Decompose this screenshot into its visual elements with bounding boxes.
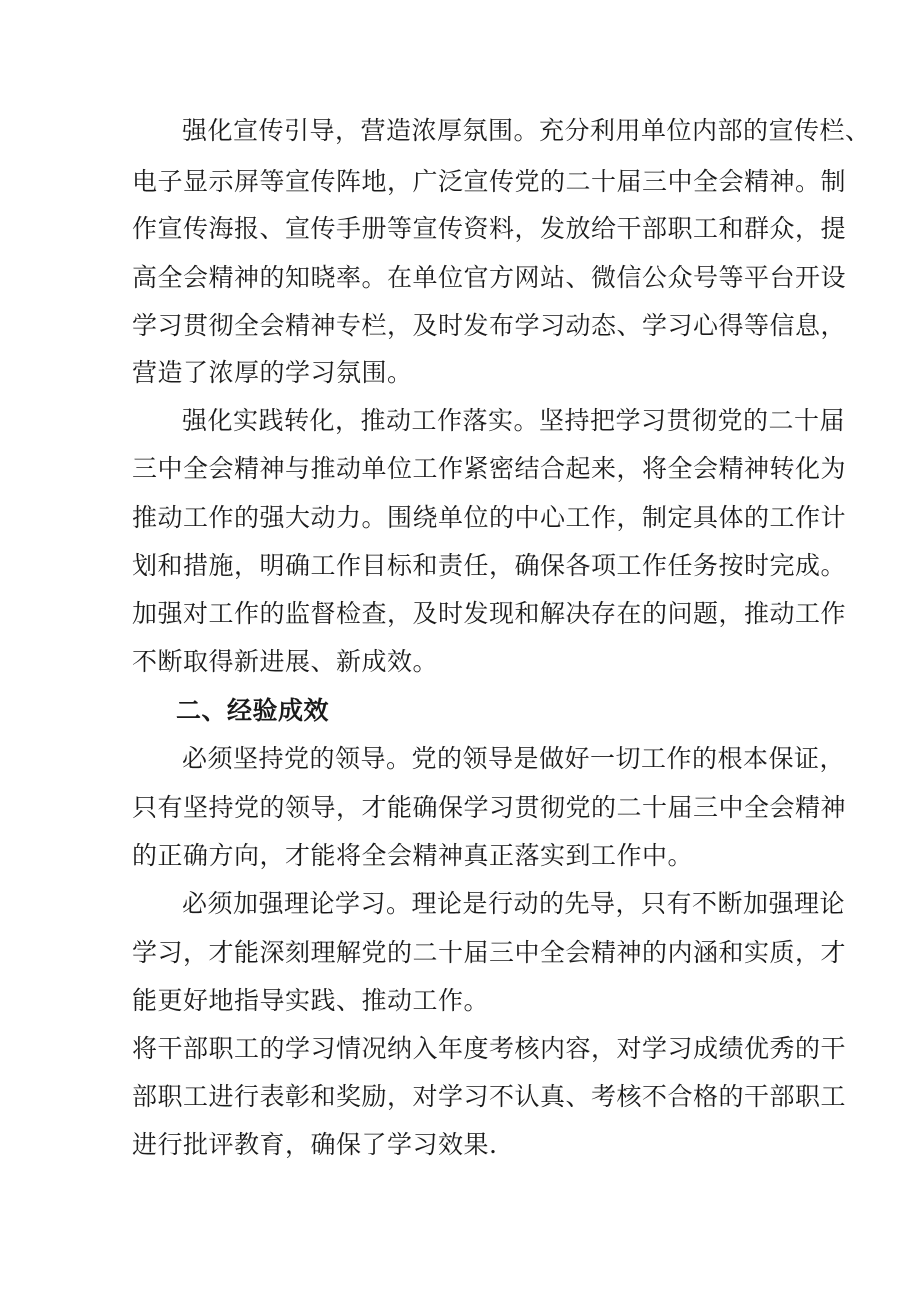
paragraph-4-line-2: 学习，才能深刻理解党的二十届三中全会精神的内涵和实质，才 [132, 938, 847, 967]
paragraph-1-line-5: 学习贯彻全会精神专栏，及时发布学习动态、学习心得等信息， [132, 311, 847, 340]
paragraph-2-line-2: 三中全会精神与推动单位工作紧密结合起来，将全会精神转化为 [132, 454, 847, 483]
paragraph-2-line-1: 强化实践转化，推动工作落实。坚持把学习贯彻党的二十届 [182, 406, 846, 435]
paragraph-1-line-3: 作宣传海报、宣传手册等宣传资料，发放给干部职工和群众，提 [132, 214, 847, 243]
paragraph-3-line-1: 必须坚持党的领导。党的领导是做好一切工作的根本保证， [182, 744, 846, 773]
paragraph-3-line-2: 只有坚持党的领导，才能确保学习贯彻党的二十届三中全会精神 [132, 793, 847, 822]
paragraph-1-line-6: 营造了浓厚的学习氛围。 [132, 358, 413, 387]
paragraph-2-line-3: 推动工作的强大动力。围绕单位的中心工作，制定具体的工作计 [132, 503, 847, 532]
paragraph-2-line-4: 划和措施，明确工作目标和责任，确保各项工作任务按时完成。 [132, 551, 847, 580]
paragraph-3-line-3: 的正确方向，才能将全会精神真正落实到工作中。 [132, 841, 694, 870]
section-heading: 二、经验成效 [176, 696, 330, 725]
paragraph-5-line-2: 部职工进行表彰和奖励，对学习不认真、考核不合格的干部职工 [132, 1082, 847, 1111]
paragraph-2-line-6: 不断取得新进展、新成效。 [132, 647, 439, 676]
paragraph-1-line-1: 强化宣传引导，营造浓厚氛围。充分利用单位内部的宣传栏、 [182, 116, 871, 145]
paragraph-5-line-3: 进行批评教育，确保了学习效果. [132, 1130, 498, 1159]
paragraph-4-line-1: 必须加强理论学习。理论是行动的先导，只有不断加强理论 [182, 889, 846, 918]
paragraph-4-line-3: 能更好地指导实践、推动工作。 [132, 986, 490, 1015]
paragraph-5-line-1: 将干部职工的学习情况纳入年度考核内容，对学习成绩优秀的干 [132, 1034, 847, 1063]
paragraph-1-line-2: 电子显示屏等宣传阵地，广泛宣传党的二十届三中全会精神。制 [132, 167, 847, 196]
paragraph-2-line-5: 加强对工作的监督检查，及时发现和解决存在的问题，推动工作 [132, 599, 847, 628]
paragraph-1-line-4: 高全会精神的知晓率。在单位官方网站、微信公众号等平台开设 [132, 263, 847, 292]
